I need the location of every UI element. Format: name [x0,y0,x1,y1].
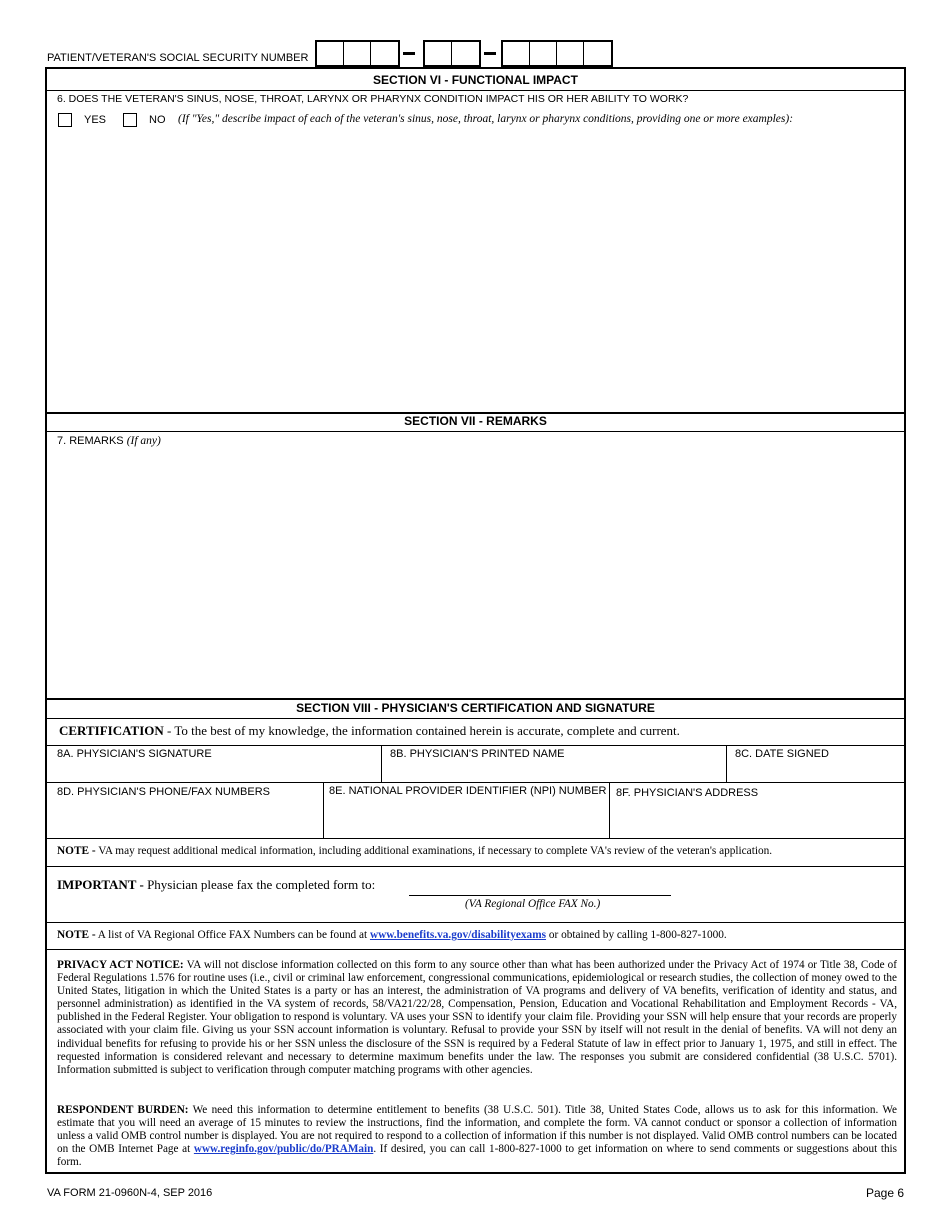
disability-exams-link[interactable]: www.benefits.va.gov/disabilityexams [369,929,547,941]
divider [609,782,610,838]
remarks-label-text: 7. REMARKS [57,435,124,447]
note-2-title: NOTE - [57,929,96,941]
physician-printed-name-field[interactable] [383,761,725,781]
field-8a-label: 8A. PHYSICIAN'S SIGNATURE [57,748,212,760]
burden-text-pre: We need this information to determine entitlement to benefits (38 U.S.C. 501). Title 38, United States Code, allows us to ask for this information. We estimate that you will need an average of 15 minutes to review the instructions, find the information, and complete the form. VA cannot conduct or sponsor a collection of information unless a valid OMB control number is displayed. You are not required to respond to a collection of information if this number is not displayed. Valid OMB control numbers can be located on the OMB Internet Page at [57,1104,897,1156]
important-text: Physician please fax the completed form to: [143,877,376,892]
divider [47,949,904,950]
important-fax-note [57,877,375,893]
npi-number-field[interactable] [325,801,608,837]
divider [47,431,904,432]
question-6: 6. DOES THE VETERAN'S SINUS, NOSE, THROAT, LARYNX OR PHARYNX CONDITION IMPACT HIS OR HER ABILITY TO WORK? [57,93,689,105]
ssn-label: PATIENT/VETERAN'S SOCIAL SECURITY NUMBER [47,52,309,64]
note-1-text: VA may request additional medical information, including additional examinations, if necessary to complete VA's review of the veteran's application. [95,845,773,857]
physician-address-field[interactable] [611,801,903,837]
ssn-part-3[interactable] [501,40,613,67]
certification-statement [59,723,680,739]
ssn-dash [403,52,415,55]
certification-text: - To the best of my knowledge, the information contained herein is accurate, complete and current. [163,723,680,738]
ssn-digit-box[interactable] [344,42,371,65]
note-fax-numbers [57,929,727,941]
important-title: IMPORTANT - [57,877,144,892]
burden-text-post: . If desired, you can call 1-800-827-1000 to get information on where to send comments or suggestions about this form. [57,1143,898,1169]
divider [47,922,904,923]
field-8e-label: 8E. NATIONAL PROVIDER IDENTIFIER (NPI) NUMBER [329,785,607,797]
privacy-text: VA will not disclose information collected on this form to any source other than what has been authorized under the Privacy Act of 1974 or Title 38, Code of Federal Regulations 1.576 for routine uses (i.e., civil or criminal law enforcement, congressional communications, epidemiological or research studies, the collection of money owed to the United States, litigation in which the United States is a party or has an interest, the administration of VA programs and delivery of VA benefits, verification of identity and status, and personnel administration) as identified in the VA system of records, 58/VA21/22/28, Compensation, Pension, Education and Vocational Rehabilitation and Employment Records - VA, published in the Federal Register. Your obligation to respond is voluntary. VA uses your SSN to identify your claim file. Providing your SSN will help ensure that your records are properly associated with your claim file. Giving us your SSN account information is voluntary. Refusal to provide your SSN by itself will not result in the denial of benefits. VA will not deny an individual benefits for refusing to provide his or her SSN unless the disclosure of the SSN is required by a Federal Statute of law in effect prior to January 1, 1975, and still in effect. The requested information is considered relevant and necessary to determine maximum benefits under the law. The responses you submit are considered confidential (38 U.S.C. 5701). Information submitted is subject to verification through computer matching programs with other agencies. [57,959,898,1076]
form-frame [45,67,906,1174]
ssn-digit-box[interactable] [584,42,611,65]
field-8d-label: 8D. PHYSICIAN'S PHONE/FAX NUMBERS [57,786,270,798]
divider [47,90,904,91]
fax-caption: (VA Regional Office FAX No.) [465,898,601,910]
field-8c-label: 8C. DATE SIGNED [735,748,829,760]
ssn-digit-box[interactable] [371,42,398,65]
note-2-pre: A list of VA Regional Office FAX Numbers can be found at [95,929,370,941]
privacy-title: PRIVACY ACT NOTICE: [57,959,184,971]
note-additional-info [57,845,772,857]
ssn-digit-box[interactable] [425,42,452,65]
ssn-row [0,0,950,68]
no-checkbox[interactable] [123,113,137,127]
divider [381,745,382,782]
respondent-burden [57,1104,897,1169]
divider [47,838,904,839]
divider [47,745,904,746]
remarks-text-area[interactable] [53,451,898,696]
privacy-act-notice [57,959,897,1077]
divider [47,866,904,867]
phone-fax-field[interactable] [48,801,322,837]
no-label: NO [149,114,166,126]
form-id: VA FORM 21-0960N-4, SEP 2016 [47,1187,213,1199]
ssn-digit-box[interactable] [317,42,344,65]
section-6-title: SECTION VI - FUNCTIONAL IMPACT [373,73,578,87]
ssn-digit-box[interactable] [557,42,584,65]
note-2-post: or obtained by calling 1-800-827-1000. [546,929,727,941]
date-signed-field[interactable] [728,761,903,781]
fax-number-field[interactable] [409,895,671,896]
physician-signature-field[interactable] [48,761,380,781]
yes-checkbox[interactable] [58,113,72,127]
ssn-digit-box[interactable] [452,42,479,65]
page-number: Page 6 [866,1186,905,1200]
remarks-label [57,435,161,447]
divider [47,782,904,783]
yes-label: YES [84,114,107,126]
ssn-part-1[interactable] [315,40,400,67]
impact-instruction: (If "Yes," describe impact of each of the veteran's sinus, nose, throat, larynx or pharynx conditions, providing one or more examples): [178,113,794,125]
ssn-part-2[interactable] [423,40,481,67]
divider [726,745,727,782]
impact-text-area[interactable] [53,131,898,409]
ssn-dash [484,52,496,55]
reginfo-link[interactable]: www.reginfo.gov/public/do/PRAMain [193,1143,374,1156]
ssn-digit-box[interactable] [530,42,557,65]
ssn-digit-box[interactable] [503,42,530,65]
section-8-title: SECTION VIII - PHYSICIAN'S CERTIFICATION AND SIGNATURE [296,701,655,715]
field-8f-label: 8F. PHYSICIAN'S ADDRESS [616,787,759,799]
remarks-label-suffix: (If any) [126,435,161,447]
divider [47,718,904,719]
divider [323,782,324,838]
note-1-title: NOTE - [57,845,96,857]
section-7-title: SECTION VII - REMARKS [404,414,547,428]
burden-title: RESPONDENT BURDEN: [57,1104,189,1116]
field-8b-label: 8B. PHYSICIAN'S PRINTED NAME [390,748,565,760]
certification-title: CERTIFICATION [59,723,164,738]
